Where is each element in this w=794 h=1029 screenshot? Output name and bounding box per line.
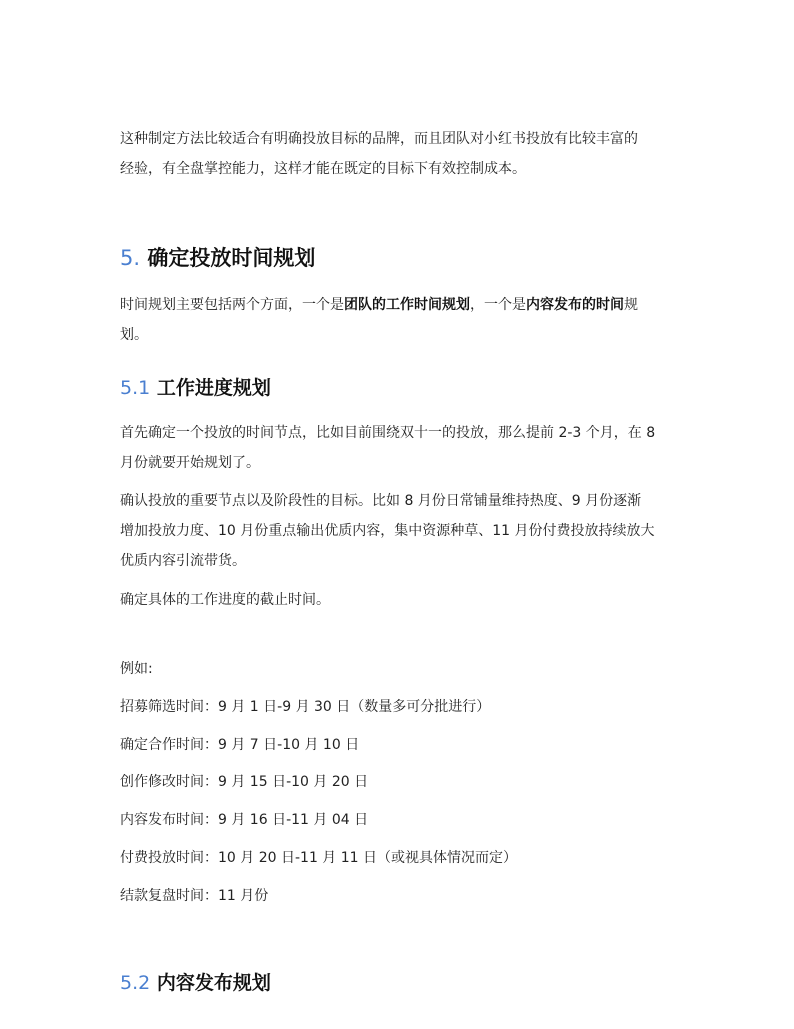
paragraph-2 bbox=[120, 486, 680, 576]
plan-intro-bold-2: 内容发布的时间 bbox=[526, 297, 624, 313]
plan-intro-bold-1: 团队的工作时间规划 bbox=[344, 297, 470, 313]
plan-intro-text-2: ，一个是 bbox=[470, 297, 526, 313]
schedule-item-text: 结款复盘时间：11 月份 bbox=[120, 888, 269, 904]
paragraph-3 bbox=[120, 585, 680, 615]
schedule-item-text: 付费投放时间：10 月 20 日-11 月 11 日（或视具体情况而定） bbox=[120, 850, 518, 866]
schedule-item bbox=[120, 767, 680, 797]
section-5-1-heading bbox=[120, 373, 271, 403]
intro-line-1: 这种制定方法比较适合有明确投放目标的品牌，而且团队对小红书投放有比较丰富的 bbox=[120, 131, 638, 147]
section-5-number: 5. bbox=[120, 246, 141, 270]
schedule-item bbox=[120, 730, 680, 760]
schedule-item-text: 招募筛选时间：9 月 1 日-9 月 30 日（数量多可分批进行） bbox=[120, 699, 491, 715]
plan-intro-paragraph bbox=[120, 290, 680, 350]
section-5-2-number: 5.2 bbox=[120, 972, 151, 994]
section-5-1-title: 工作进度规划 bbox=[156, 377, 271, 399]
paragraph-1-line-2: 月份就要开始规划了。 bbox=[120, 455, 260, 471]
plan-intro-line-1 bbox=[120, 290, 680, 320]
section-5-title: 确定投放时间规划 bbox=[147, 246, 316, 270]
schedule-item bbox=[120, 805, 680, 835]
paragraph-1 bbox=[120, 418, 680, 478]
intro-line-2: 经验，有全盘掌控能力，这样才能在既定的目标下有效控制成本。 bbox=[120, 161, 526, 177]
schedule-item bbox=[120, 881, 680, 911]
schedule-item-text: 内容发布时间：9 月 16 日-11 月 04 日 bbox=[120, 812, 369, 828]
plan-intro-text-3: 规 bbox=[624, 297, 638, 313]
schedule-item-text: 确定合作时间：9 月 7 日-10 月 10 日 bbox=[120, 737, 360, 753]
paragraph-1-line-1: 首先确定一个投放的时间节点，比如目前围绕双十一的投放，那么提前 2-3 个月，在 8 bbox=[120, 425, 656, 441]
paragraph-3-line-1: 确定具体的工作进度的截止时间。 bbox=[120, 592, 330, 608]
intro-paragraph bbox=[120, 124, 680, 184]
section-5-1-number: 5.1 bbox=[120, 377, 151, 399]
section-5-heading bbox=[120, 243, 315, 273]
paragraph-2-line-2: 增加投放力度、10 月份重点输出优质内容，集中资源种草、11 月份付费投放持续放大 bbox=[120, 523, 655, 539]
section-5-2-title: 内容发布规划 bbox=[156, 972, 271, 994]
plan-intro-text-1: 时间规划主要包括两个方面，一个是 bbox=[120, 297, 344, 313]
paragraph-2-line-3: 优质内容引流带货。 bbox=[120, 553, 246, 569]
paragraph-2-line-1: 确认投放的重要节点以及阶段性的目标。比如 8 月份日常铺量维持热度、9 月份逐渐 bbox=[120, 493, 642, 509]
example-label-text: 例如: bbox=[120, 661, 153, 677]
schedule-item bbox=[120, 843, 680, 873]
plan-intro-line-2: 划。 bbox=[120, 327, 148, 343]
schedule-item-text: 创作修改时间：9 月 15 日-10 月 20 日 bbox=[120, 774, 369, 790]
example-label bbox=[120, 654, 680, 684]
section-5-2-heading bbox=[120, 968, 271, 998]
schedule-item bbox=[120, 692, 680, 722]
